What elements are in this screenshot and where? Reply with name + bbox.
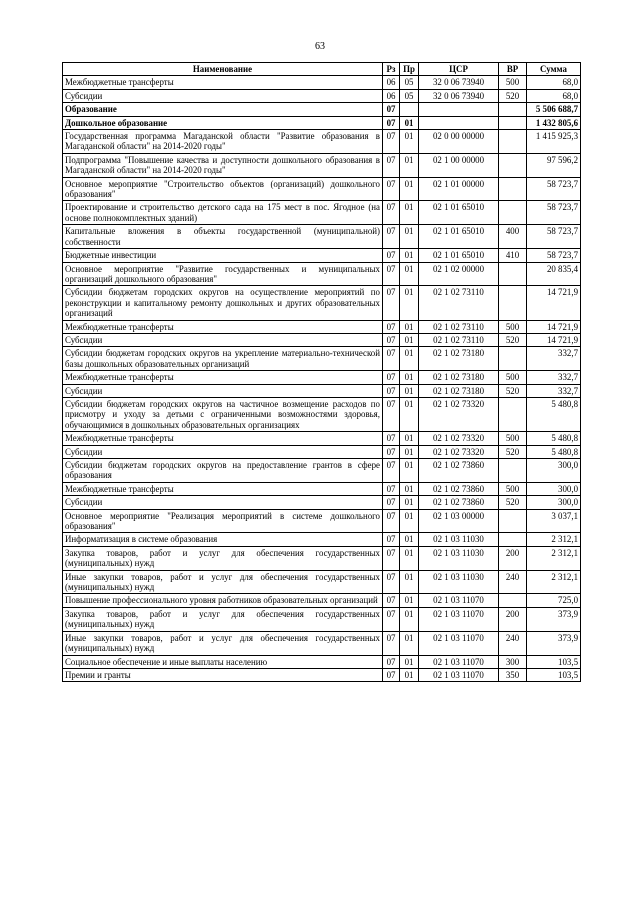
cell-pr: 01: [400, 397, 419, 431]
cell-name: Основное мероприятие "Строительство объектов (организаций) дошкольного образования": [63, 177, 383, 201]
cell-name: Субсидии бюджетам городских округов на осуществление мероприятий по реконструкции и капитальному ремонту дошкольных и других образовательных организаций: [63, 286, 383, 320]
cell-rz: 07: [383, 459, 400, 483]
cell-vr: 300: [499, 655, 527, 668]
cell-csr: 02 1 02 73110: [419, 320, 499, 333]
cell-rz: 07: [383, 384, 400, 397]
cell-vr: [499, 177, 527, 201]
cell-pr: 01: [400, 320, 419, 333]
cell-csr: 02 1 02 73180: [419, 347, 499, 371]
cell-name: Межбюджетные трансферты: [63, 371, 383, 384]
cell-pr: 01: [400, 249, 419, 262]
table-row: [63, 482, 581, 495]
cell-pr: 01: [400, 347, 419, 371]
cell-pr: 01: [400, 116, 419, 129]
cell-pr: 01: [400, 594, 419, 607]
cell-rz: 07: [383, 482, 400, 495]
cell-rz: 07: [383, 130, 400, 154]
cell-pr: [400, 103, 419, 116]
cell-pr: 01: [400, 225, 419, 249]
cell-rz: 07: [383, 432, 400, 445]
cell-sum: 2 312,1: [527, 570, 581, 594]
cell-csr: 02 1 03 11070: [419, 607, 499, 631]
cell-sum: 5 480,8: [527, 445, 581, 458]
cell-csr: 32 0 06 73940: [419, 76, 499, 89]
cell-vr: 350: [499, 668, 527, 681]
header-name: Наименование: [63, 63, 383, 76]
table-row: [63, 153, 581, 177]
table-row: [63, 201, 581, 225]
cell-sum: 332,7: [527, 384, 581, 397]
cell-vr: [499, 347, 527, 371]
cell-sum: 2 312,1: [527, 546, 581, 570]
cell-pr: 01: [400, 286, 419, 320]
cell-sum: 58 723,7: [527, 177, 581, 201]
cell-pr: 01: [400, 432, 419, 445]
cell-rz: 07: [383, 371, 400, 384]
cell-rz: 07: [383, 533, 400, 546]
cell-vr: 500: [499, 432, 527, 445]
page-number: 63: [315, 41, 325, 52]
cell-sum: 58 723,7: [527, 225, 581, 249]
cell-sum: 332,7: [527, 371, 581, 384]
cell-sum: 1 415 925,3: [527, 130, 581, 154]
cell-sum: 14 721,9: [527, 320, 581, 333]
cell-name: Межбюджетные трансферты: [63, 432, 383, 445]
table-row: [63, 594, 581, 607]
cell-vr: 200: [499, 607, 527, 631]
cell-csr: 02 1 03 11030: [419, 570, 499, 594]
table-row: [63, 570, 581, 594]
cell-name: Капитальные вложения в объекты государственной (муниципальной) собственности: [63, 225, 383, 249]
cell-vr: 520: [499, 445, 527, 458]
cell-rz: 07: [383, 153, 400, 177]
cell-pr: 01: [400, 607, 419, 631]
table-row: [63, 89, 581, 102]
cell-pr: 01: [400, 482, 419, 495]
cell-sum: 300,0: [527, 496, 581, 509]
cell-sum: 97 596,2: [527, 153, 581, 177]
cell-pr: 01: [400, 570, 419, 594]
cell-rz: 07: [383, 631, 400, 655]
cell-vr: 410: [499, 249, 527, 262]
cell-csr: [419, 103, 499, 116]
cell-name: Межбюджетные трансферты: [63, 482, 383, 495]
cell-name: Закупка товаров, работ и услуг для обеспечения государственных (муниципальных) нужд: [63, 607, 383, 631]
cell-pr: 01: [400, 631, 419, 655]
cell-pr: 01: [400, 130, 419, 154]
cell-sum: 5 480,8: [527, 397, 581, 431]
cell-name: Межбюджетные трансферты: [63, 76, 383, 89]
cell-vr: [499, 116, 527, 129]
cell-rz: 07: [383, 262, 400, 286]
cell-csr: 02 1 02 73320: [419, 445, 499, 458]
cell-name: Субсидии: [63, 496, 383, 509]
cell-vr: [499, 286, 527, 320]
cell-csr: 02 1 03 11070: [419, 594, 499, 607]
cell-rz: 07: [383, 347, 400, 371]
table-row: [63, 333, 581, 346]
cell-name: Субсидии: [63, 89, 383, 102]
cell-name: Субсидии бюджетам городских округов на укрепление материально-технической базы дошкольных образовательных организаций: [63, 347, 383, 371]
table-row: [63, 347, 581, 371]
cell-vr: [499, 397, 527, 431]
cell-name: Субсидии: [63, 384, 383, 397]
cell-csr: 02 1 03 11070: [419, 655, 499, 668]
cell-pr: 01: [400, 201, 419, 225]
header-sum: Сумма: [527, 63, 581, 76]
table-row: [63, 631, 581, 655]
cell-vr: 500: [499, 482, 527, 495]
cell-sum: 14 721,9: [527, 286, 581, 320]
cell-csr: 02 1 02 73320: [419, 397, 499, 431]
cell-vr: 400: [499, 225, 527, 249]
cell-rz: 07: [383, 668, 400, 681]
cell-sum: 3 037,1: [527, 509, 581, 533]
cell-name: Информатизация в системе образования: [63, 533, 383, 546]
cell-name: Премии и гранты: [63, 668, 383, 681]
cell-vr: [499, 533, 527, 546]
cell-name: Повышение профессионального уровня работников образовательных организаций: [63, 594, 383, 607]
cell-name: Субсидии: [63, 333, 383, 346]
cell-name: Государственная программа Магаданской области "Развитие образования в Магаданской области" на 2014-2020 годы": [63, 130, 383, 154]
cell-pr: 01: [400, 384, 419, 397]
cell-name: Бюджетные инвестиции: [63, 249, 383, 262]
cell-rz: 07: [383, 546, 400, 570]
table-row: [63, 286, 581, 320]
table-row: [63, 445, 581, 458]
table-row: [63, 397, 581, 431]
cell-pr: 01: [400, 459, 419, 483]
cell-pr: 01: [400, 177, 419, 201]
table-row: [63, 459, 581, 483]
budget-table: [62, 62, 581, 682]
cell-rz: 07: [383, 177, 400, 201]
cell-csr: 32 0 06 73940: [419, 89, 499, 102]
table-row: [63, 225, 581, 249]
header-vr: ВР: [499, 63, 527, 76]
table-row: [63, 116, 581, 129]
table-row: [63, 607, 581, 631]
cell-sum: 68,0: [527, 89, 581, 102]
table-row: [63, 668, 581, 681]
cell-sum: 68,0: [527, 76, 581, 89]
table-row: [63, 103, 581, 116]
cell-rz: 07: [383, 225, 400, 249]
header-rz: Рз: [383, 63, 400, 76]
cell-rz: 07: [383, 201, 400, 225]
cell-csr: 02 1 01 65010: [419, 201, 499, 225]
table-row: [63, 262, 581, 286]
cell-rz: 07: [383, 286, 400, 320]
cell-vr: [499, 594, 527, 607]
cell-pr: 01: [400, 533, 419, 546]
cell-vr: 520: [499, 333, 527, 346]
table-row: [63, 533, 581, 546]
cell-vr: 520: [499, 496, 527, 509]
cell-pr: 01: [400, 655, 419, 668]
cell-csr: 02 1 02 73180: [419, 384, 499, 397]
table-row: [63, 496, 581, 509]
cell-sum: 332,7: [527, 347, 581, 371]
cell-sum: 373,9: [527, 631, 581, 655]
cell-vr: [499, 459, 527, 483]
cell-rz: 07: [383, 445, 400, 458]
cell-sum: 20 835,4: [527, 262, 581, 286]
cell-vr: [499, 509, 527, 533]
cell-sum: 373,9: [527, 607, 581, 631]
cell-rz: 07: [383, 655, 400, 668]
table-row: [63, 76, 581, 89]
cell-name: Проектирование и строительство детского сада на 175 мест в пос. Ягодное (на основе полнокомплектных зданий): [63, 201, 383, 225]
table-row: [63, 249, 581, 262]
cell-pr: 01: [400, 546, 419, 570]
cell-csr: 02 1 02 73320: [419, 432, 499, 445]
cell-sum: 725,0: [527, 594, 581, 607]
cell-vr: 500: [499, 320, 527, 333]
cell-csr: 02 1 02 73860: [419, 496, 499, 509]
cell-rz: 06: [383, 89, 400, 102]
table-header-row: [63, 63, 581, 76]
cell-vr: 200: [499, 546, 527, 570]
cell-pr: 01: [400, 509, 419, 533]
cell-csr: 02 0 00 00000: [419, 130, 499, 154]
cell-sum: 300,0: [527, 459, 581, 483]
cell-sum: 300,0: [527, 482, 581, 495]
cell-pr: 01: [400, 668, 419, 681]
cell-rz: 07: [383, 320, 400, 333]
cell-sum: 103,5: [527, 655, 581, 668]
cell-csr: 02 1 02 73860: [419, 459, 499, 483]
cell-sum: 1 432 805,6: [527, 116, 581, 129]
table-row: [63, 384, 581, 397]
cell-name: Основное мероприятие "Реализация мероприятий в системе дошкольного образования": [63, 509, 383, 533]
cell-name: Иные закупки товаров, работ и услуг для обеспечения государственных (муниципальных) нужд: [63, 570, 383, 594]
cell-csr: 02 1 02 73860: [419, 482, 499, 495]
cell-name: Социальное обеспечение и иные выплаты населению: [63, 655, 383, 668]
cell-rz: 07: [383, 249, 400, 262]
table-row: [63, 509, 581, 533]
cell-rz: 07: [383, 570, 400, 594]
cell-csr: 02 1 01 65010: [419, 225, 499, 249]
cell-sum: 2 312,1: [527, 533, 581, 546]
cell-sum: 103,5: [527, 668, 581, 681]
cell-csr: 02 1 03 11070: [419, 668, 499, 681]
cell-vr: [499, 201, 527, 225]
cell-csr: 02 1 02 73110: [419, 286, 499, 320]
cell-csr: 02 1 02 73180: [419, 371, 499, 384]
cell-rz: 07: [383, 496, 400, 509]
cell-name: Закупка товаров, работ и услуг для обеспечения государственных (муниципальных) нужд: [63, 546, 383, 570]
cell-vr: 520: [499, 384, 527, 397]
table-row: [63, 177, 581, 201]
cell-pr: 01: [400, 153, 419, 177]
cell-vr: 500: [499, 371, 527, 384]
cell-vr: 240: [499, 570, 527, 594]
cell-csr: 02 1 03 11030: [419, 546, 499, 570]
cell-csr: [419, 116, 499, 129]
cell-rz: 07: [383, 116, 400, 129]
header-csr: ЦСР: [419, 63, 499, 76]
cell-rz: 07: [383, 607, 400, 631]
cell-pr: 05: [400, 89, 419, 102]
cell-sum: 5 480,8: [527, 432, 581, 445]
cell-sum: 58 723,7: [527, 249, 581, 262]
cell-pr: 01: [400, 496, 419, 509]
cell-pr: 01: [400, 445, 419, 458]
cell-vr: 500: [499, 76, 527, 89]
cell-name: Дошкольное образование: [63, 116, 383, 129]
cell-csr: 02 1 03 11030: [419, 533, 499, 546]
cell-rz: 07: [383, 333, 400, 346]
cell-name: Субсидии бюджетам городских округов на частичное возмещение расходов по присмотру и уходу за детьми с ограниченными возможностями здоровья, обучающимися в дошкольных образовательных организациях: [63, 397, 383, 431]
cell-rz: 06: [383, 76, 400, 89]
cell-csr: 02 1 02 73110: [419, 333, 499, 346]
cell-vr: [499, 153, 527, 177]
cell-rz: 07: [383, 103, 400, 116]
cell-sum: 58 723,7: [527, 201, 581, 225]
cell-name: Иные закупки товаров, работ и услуг для обеспечения государственных (муниципальных) нужд: [63, 631, 383, 655]
cell-csr: 02 1 01 00000: [419, 177, 499, 201]
cell-csr: 02 1 02 00000: [419, 262, 499, 286]
table-row: [63, 130, 581, 154]
cell-vr: [499, 103, 527, 116]
cell-pr: 01: [400, 333, 419, 346]
cell-vr: [499, 130, 527, 154]
table-row: [63, 432, 581, 445]
cell-vr: 520: [499, 89, 527, 102]
cell-pr: 01: [400, 371, 419, 384]
cell-csr: 02 1 03 00000: [419, 509, 499, 533]
cell-sum: 14 721,9: [527, 333, 581, 346]
table-row: [63, 371, 581, 384]
cell-pr: 01: [400, 262, 419, 286]
cell-vr: [499, 262, 527, 286]
cell-rz: 07: [383, 509, 400, 533]
cell-rz: 07: [383, 594, 400, 607]
cell-vr: 240: [499, 631, 527, 655]
cell-pr: 05: [400, 76, 419, 89]
header-pr: Пр: [400, 63, 419, 76]
cell-rz: 07: [383, 397, 400, 431]
cell-sum: 5 506 688,7: [527, 103, 581, 116]
cell-csr: 02 1 00 00000: [419, 153, 499, 177]
table-row: [63, 546, 581, 570]
table-row: [63, 655, 581, 668]
cell-name: Межбюджетные трансферты: [63, 320, 383, 333]
cell-name: Образование: [63, 103, 383, 116]
cell-csr: 02 1 01 65010: [419, 249, 499, 262]
cell-name: Подпрограмма "Повышение качества и доступности дошкольного образования в Магаданской области" на 2014-2020 годы": [63, 153, 383, 177]
table-row: [63, 320, 581, 333]
table-body: [63, 76, 581, 682]
cell-name: Субсидии бюджетам городских округов на предоставление грантов в сфере образования: [63, 459, 383, 483]
cell-name: Субсидии: [63, 445, 383, 458]
cell-csr: 02 1 03 11070: [419, 631, 499, 655]
cell-name: Основное мероприятие "Развитие государственных и муниципальных организаций дошкольного образования": [63, 262, 383, 286]
